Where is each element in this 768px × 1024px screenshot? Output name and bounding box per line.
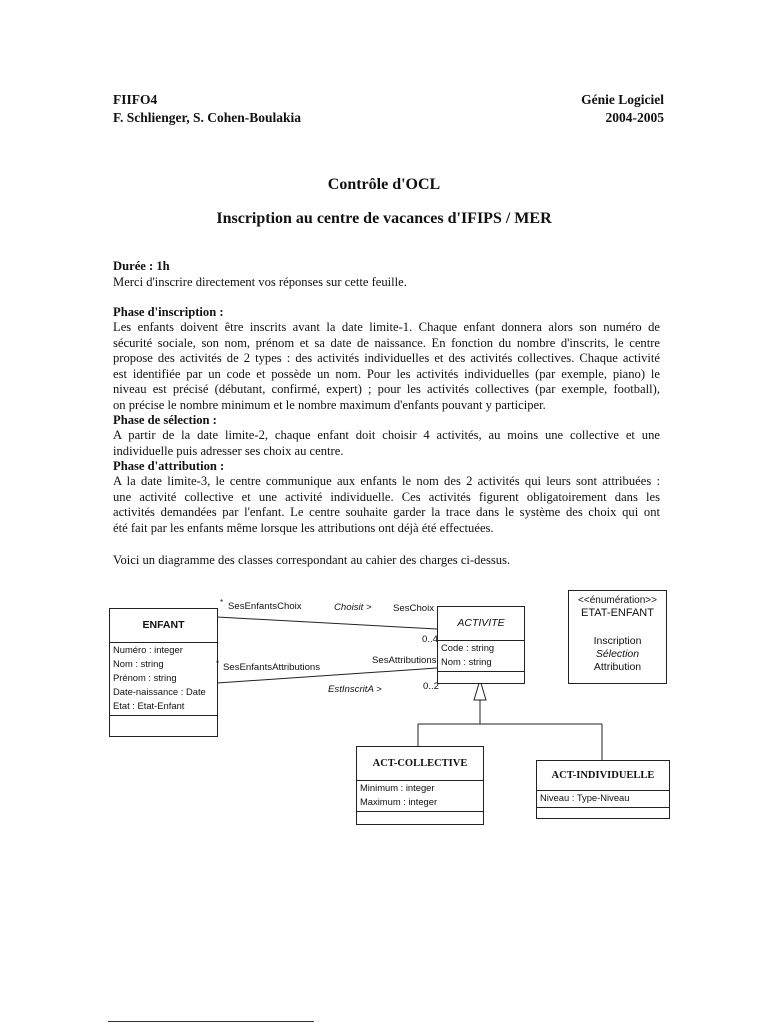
class-attribute: Maximum : integer [360,796,438,807]
class-attribute: Etat : Etat-Enfant [113,700,185,711]
paragraph-line: A partir de la date limite-2, chaque enfant doit choisir 4 activités, au moins une collective et une [113,428,660,442]
class-attribute: Niveau : Type-Niveau [540,792,630,803]
paragraph-line: une activité collective et une activité individuelle. Ces activités figurent obligatoirement dans les [113,489,660,504]
paragraph-line: niveau est précisé (débutant, confirmé, expert) ; pour les activités collectives (par exemple, football), [113,382,660,397]
role-label: SesChoix [393,603,435,614]
role-label: SesEnfantsChoix [228,601,302,612]
association-name: EstInscritA > [328,684,382,695]
paragraph-line: individuelle puis adresser ses choix au centre. [113,443,344,458]
enum-etat-enfant [568,590,667,684]
paragraph-line: A la date limite-3, le centre communique aux enfants le nom des 2 activités qui leurs sont attribuées : [113,474,660,488]
class-enfant [109,608,218,737]
selection-heading: Phase de sélection : [113,413,217,427]
class-attribute: Prénom : string [113,672,177,683]
enum-value: Inscription [593,635,642,647]
paragraph-line: on précise le nombre minimum et le nombre maximum d'enfants pouvant y participer. [113,397,546,412]
duration-label: Durée : 1h [113,259,170,273]
paragraph-line: propose des activités de 2 types : des activités individuelles et des activités collectives. Chaque activité [113,351,660,366]
class-name: ACT-INDIVIDUELLE [551,770,655,781]
multiplicity-label: * [220,598,224,607]
paragraph-line: été fait par les enfants même lorsque les attributions ont déjà été effectuées. [113,520,494,535]
class-attribute: Nom : string [441,656,492,667]
school-year: 2004-2005 [605,110,664,125]
multiplicity-label: 0..2 [423,681,440,692]
enum-value: Sélection [595,648,640,660]
paragraph-line: Les enfants doivent être inscrits avant la date limite-1. Chaque enfant donnera alors son numéro de [113,320,660,334]
class-act-individuelle [536,760,670,819]
footer-rule [108,1021,314,1022]
class-attribute: Minimum : integer [360,782,435,793]
paragraph-line: sécurité sociale, son nom, prénom et sa date de naissance. En fonction du nombre d'inscrits, le centre [113,335,660,350]
course-code: FIIFO4 [113,92,158,107]
class-attribute: Numéro : integer [113,644,183,655]
class-attribute: Code : string [441,642,495,653]
assoc-line-choix [217,617,437,629]
enum-value: Attribution [593,661,642,673]
class-name: ACTIVITE [457,617,505,629]
class-name: ENFANT [142,619,185,631]
instructions: Merci d'inscrire directement vos réponses sur cette feuille. [113,275,407,289]
class-act-collective [356,746,484,825]
page-title: Contrôle d'OCL [327,176,441,193]
diagram-intro: Voici un diagramme des classes correspondant au cahier des charges ci-dessus. [113,553,511,567]
paragraph-line: est identifiée par un code et possède un nom. Pour les activités individuelles (par exemple, piano) le [113,366,660,381]
authors: F. Schlienger, S. Cohen-Boulakia [113,110,302,125]
multiplicity-label: * [216,659,220,668]
enum-stereotype: <<énumération>> [578,595,657,606]
paragraph-line: activités demandées par l'enfant. Le centre souhaite garder la trace dans le système des choix qui ont [113,505,660,520]
page-subtitle: Inscription au centre de vacances d'IFIPS / MER [216,210,552,227]
class-attribute: Nom : string [113,658,164,669]
multiplicity-label: 0..4 [422,634,439,645]
role-label: SesAttributions [372,655,437,666]
class-activite [437,606,525,684]
attribution-heading: Phase d'attribution : [113,459,225,473]
role-label: SesEnfantsAttributions [223,662,321,673]
class-name: ACT-COLLECTIVE [372,758,468,769]
class-attribute: Date-naissance : Date [113,686,206,697]
inscription-heading: Phase d'inscription : [113,305,224,319]
enum-name: ETAT-ENFANT [581,607,654,619]
subject: Génie Logiciel [581,92,664,107]
association-name: Choisit > [334,602,372,613]
